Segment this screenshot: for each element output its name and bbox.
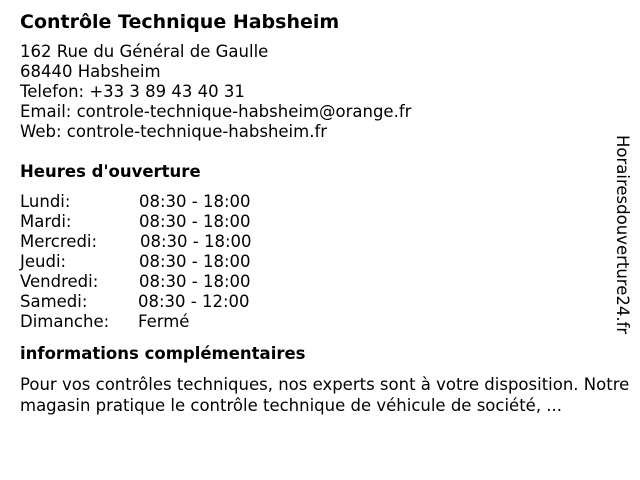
time-value: 08:30 - 18:00 [139, 272, 251, 291]
business-name: Contrôle Technique Habsheim [20, 11, 340, 33]
day-label: Samedi: [20, 292, 88, 311]
hours-heading: Heures d'ouverture [20, 162, 201, 181]
time-value: 08:30 - 18:00 [139, 192, 251, 211]
time-value: 08:30 - 18:00 [139, 252, 251, 271]
time-value: 08:30 - 12:00 [138, 292, 250, 311]
time-value: 08:30 - 18:00 [139, 212, 251, 231]
city-address: 68440 Habsheim [20, 62, 161, 81]
hours-row [20, 312, 630, 332]
email-address: Email: controle-technique-habsheim@orange.fr [20, 102, 412, 121]
info-heading: informations complémentaires [20, 344, 306, 363]
hours-row [20, 272, 630, 292]
day-label: Dimanche: [20, 312, 110, 331]
day-label: Mardi: [20, 212, 72, 231]
hours-row [20, 232, 630, 252]
day-label: Jeudi: [20, 252, 67, 271]
website: Web: controle-technique-habsheim.fr [20, 122, 328, 141]
hours-row [20, 252, 630, 272]
business-card [20, 10, 630, 416]
day-label: Lundi: [20, 192, 71, 211]
hours-row [20, 192, 630, 212]
phone-number: Telefon: +33 3 89 43 40 31 [20, 82, 245, 101]
hours-row [20, 292, 630, 312]
info-text: Pour vos contrôles techniques, nos experts sont à votre disposition. Notre magasin pratique le contrôle technique de véhicule de société, ... [20, 375, 630, 415]
street-address: 162 Rue du Général de Gaulle [20, 42, 269, 61]
day-label: Vendredi: [20, 272, 99, 291]
hours-row [20, 212, 630, 232]
contact-block [20, 42, 630, 142]
hours-table [20, 192, 630, 332]
day-label: Mercredi: [20, 232, 98, 251]
time-value: 08:30 - 18:00 [140, 232, 252, 251]
watermark-text: Horairesdouverture24.fr [613, 135, 632, 335]
time-value: Fermé [138, 312, 190, 331]
